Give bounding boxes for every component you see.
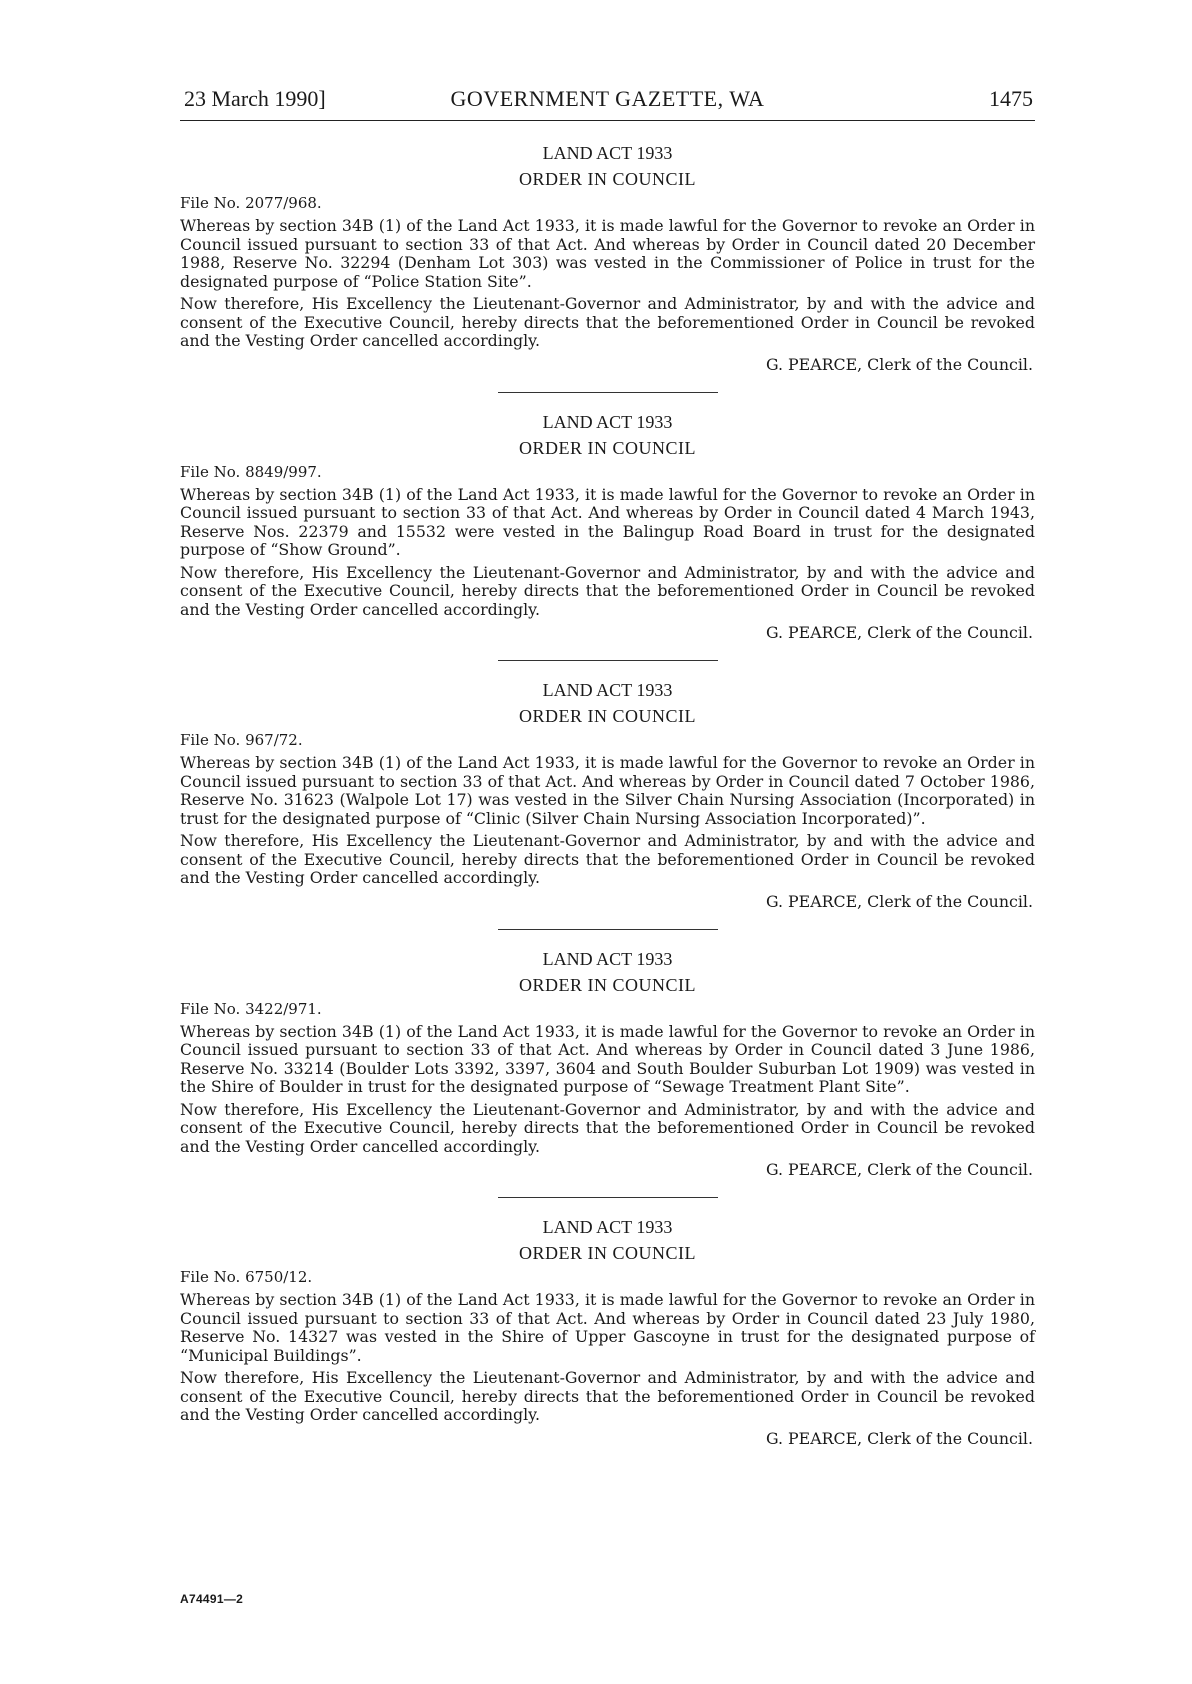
- notice-subtitle: ORDER IN COUNCIL: [519, 1243, 696, 1263]
- issue-date: 23 March 1990]: [184, 86, 326, 111]
- notice-title: LAND ACT 1933: [542, 680, 673, 700]
- signature: G. PEARCE, Clerk of the Council.: [765, 623, 1033, 642]
- file-number: File No. 3422/971.: [180, 999, 322, 1018]
- print-code: A74491—2: [180, 1592, 244, 1606]
- notice-separator: [498, 1197, 718, 1198]
- signature: G. PEARCE, Clerk of the Council.: [765, 1160, 1033, 1179]
- notice-paragraph-now-therefore: Now therefore, His Excellency the Lieutenant-Governor and Administrator, by and with the advice and consent of the Executive Council, hereby directs that the beforementioned Order in Council be revoked and the Vesting Order cancelled accordingly.: [180, 1368, 1035, 1424]
- page-number: 1475: [989, 86, 1033, 111]
- signature: G. PEARCE, Clerk of the Council.: [765, 354, 1033, 374]
- publication-title: GOVERNMENT GAZETTE, WA: [450, 86, 765, 111]
- file-number: File No. 967/72.: [180, 731, 303, 749]
- notice-paragraph-now-therefore: Now therefore, His Excellency the Lieutenant-Governor and Administrator, by and with the advice and consent of the Executive Council, hereby directs that the beforementioned Order in Council be revoked and the Vesting Order cancelled accordingly.: [180, 294, 1035, 350]
- file-number: File No. 2077/968.: [180, 194, 322, 212]
- page-header: [180, 86, 1035, 118]
- notice-paragraph-now-therefore: Now therefore, His Excellency the Lieutenant-Governor and Administrator, by and with the advice and consent of the Executive Council, hereby directs that the beforementioned Order in Council be revoked and the Vesting Order cancelled accordingly.: [180, 562, 1035, 619]
- signature: G. PEARCE, Clerk of the Council.: [765, 891, 1033, 911]
- notice-subtitle: ORDER IN COUNCIL: [519, 437, 696, 458]
- notice-paragraph-now-therefore: Now therefore, His Excellency the Lieutenant-Governor and Administrator, by and with the advice and consent of the Executive Council, hereby directs that the beforementioned Order in Council be revoked and the Vesting Order cancelled accordingly.: [180, 831, 1035, 887]
- notice-paragraph-whereas: Whereas by section 34B (1) of the Land Act 1933, it is made lawful for the Governor to revoke an Order in Council issued pursuant to section 33 of that Act. And whereas by Order in Council dated 20 December 1988, Reserve No. 32294 (Denham Lot 303) was vested in the Commissioner of Police in trust for the designated purpose of “Police Station Site”.: [180, 216, 1035, 291]
- notice-subtitle: ORDER IN COUNCIL: [519, 706, 696, 726]
- notice: [180, 1214, 1035, 1448]
- notice-subtitle: ORDER IN COUNCIL: [519, 169, 696, 189]
- file-number: File No. 8849/997.: [180, 462, 322, 481]
- notice-title: LAND ACT 1933: [542, 1217, 673, 1237]
- notice: [180, 946, 1035, 1180]
- notice: [180, 677, 1035, 911]
- notice-separator: [498, 660, 718, 661]
- header-rule: [180, 120, 1035, 121]
- notice-title: LAND ACT 1933: [542, 411, 673, 432]
- notice-paragraph-now-therefore: Now therefore, His Excellency the Lieutenant-Governor and Administrator, by and with the advice and consent of the Executive Council, hereby directs that the beforementioned Order in Council be revoked and the Vesting Order cancelled accordingly.: [180, 1099, 1035, 1156]
- file-number: File No. 6750/12.: [180, 1268, 313, 1286]
- notice-paragraph-whereas: Whereas by section 34B (1) of the Land Act 1933, it is made lawful for the Governor to revoke an Order in Council issued pursuant to section 33 of that Act. And whereas by Order in Council dated 3 June 1986, Reserve No. 33214 (Boulder Lots 3392, 3397, 3604 and South Boulder Suburban Lot 1909) was vested in the Shire of Boulder in trust for the designated purpose of “Sewage Treatment Plant Site”.: [180, 1021, 1035, 1096]
- notice-paragraph-whereas: Whereas by section 34B (1) of the Land Act 1933, it is made lawful for the Governor to revoke an Order in Council issued pursuant to section 33 of that Act. And whereas by Order in Council dated 7 October 1986, Reserve No. 31623 (Walpole Lot 17) was vested in the Silver Chain Nursing Association (Incorporated) in trust for the designated purpose of “Clinic (Silver Chain Nursing Association Incorporated)”.: [180, 753, 1035, 828]
- notices-column: [180, 140, 1035, 1448]
- notice-separator: [498, 392, 718, 393]
- notice-paragraph-whereas: Whereas by section 34B (1) of the Land Act 1933, it is made lawful for the Governor to revoke an Order in Council issued pursuant to section 33 of that Act. And whereas by Order in Council dated 4 March 1943, Reserve Nos. 22379 and 15532 were vested in the Balingup Road Board in trust for the designated purpose of “Show Ground”.: [180, 484, 1035, 559]
- notice-paragraph-whereas: Whereas by section 34B (1) of the Land Act 1933, it is made lawful for the Governor to revoke an Order in Council issued pursuant to section 33 of that Act. And whereas by Order in Council dated 23 July 1980, Reserve No. 14327 was vested in the Shire of Upper Gascoyne in trust for the designated purpose of “Municipal Buildings”.: [180, 1290, 1035, 1365]
- notice-subtitle: ORDER IN COUNCIL: [519, 974, 696, 995]
- notice-separator: [498, 929, 718, 930]
- notice: [180, 409, 1035, 643]
- notice: [180, 140, 1035, 374]
- signature: G. PEARCE, Clerk of the Council.: [765, 1428, 1033, 1448]
- notice-title: LAND ACT 1933: [542, 143, 673, 163]
- notice-title: LAND ACT 1933: [542, 948, 673, 969]
